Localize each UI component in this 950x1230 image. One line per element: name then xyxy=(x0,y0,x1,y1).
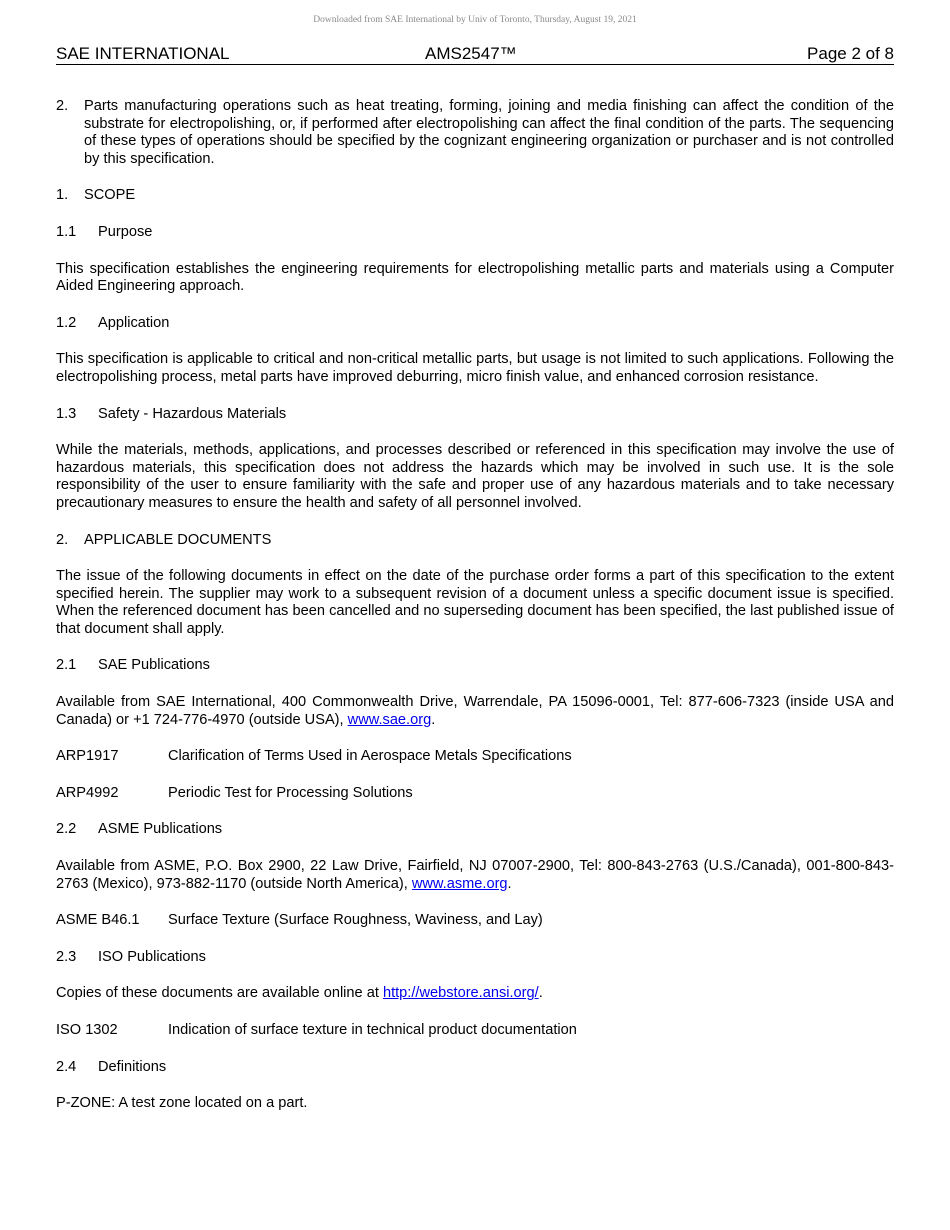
definition-paragraph: P-ZONE: A test zone located on a part. xyxy=(56,1095,308,1112)
subsection-1-3-heading xyxy=(56,406,894,424)
iso-availability-text: Copies of these documents are available online at xyxy=(56,985,383,1002)
period: . xyxy=(507,875,512,892)
reference-title: Periodic Test for Processing Solutions xyxy=(168,784,413,801)
subsection-title: SAE Publications xyxy=(98,657,210,674)
subsection-title: Purpose xyxy=(98,223,153,240)
subsection-2-1-heading xyxy=(56,657,894,675)
subsection-number: 1.2 xyxy=(56,314,77,331)
download-watermark: Downloaded from SAE International by Univ of Toronto, Thursday, August 19, 2021 xyxy=(313,15,637,25)
header-organization: SAE INTERNATIONAL xyxy=(56,44,230,63)
section-2-heading xyxy=(56,532,894,550)
subsection-title: Application xyxy=(98,314,170,331)
subsection-title: Safety - Hazardous Materials xyxy=(98,405,287,422)
subsection-number: 1.3 xyxy=(56,405,77,422)
subsection-title: Definitions xyxy=(98,1058,167,1075)
asme-availability-text: Available from ASME, P.O. Box 2900, 22 Law Drive, Fairfield, NJ 07007-2900, Tel: 800-843-2763 (U.S./Canada), 001-800-843-2763 (Mexico), 973-882-1170 (outside North America), xyxy=(56,858,894,892)
reference-code: ASME B46.1 xyxy=(56,912,140,929)
section-number: 1. xyxy=(56,187,69,204)
reference-row xyxy=(56,748,894,766)
section-1-heading xyxy=(56,187,894,205)
iso-availability-paragraph xyxy=(56,985,894,1003)
subsection-2-3-heading xyxy=(56,949,894,967)
note-text: Parts manufacturing operations such as heat treating, forming, joining and media finishing can affect the condition of the substrate for electropolishing, or, if performed after electropolishing can affect the final condition of the parts. The sequencing of these types of operations should be specified by the cognizant engineering organization or purchaser and is not controlled by this specification. xyxy=(84,98,894,167)
section-title: SCOPE xyxy=(84,187,136,204)
reference-title: Clarification of Terms Used in Aerospace Metals Specifications xyxy=(168,748,572,765)
asme-website-link[interactable]: www.asme.org xyxy=(411,875,508,892)
sae-availability-paragraph xyxy=(56,694,894,729)
reference-title: Indication of surface texture in technical product documentation xyxy=(168,1022,577,1038)
subsection-title: ISO Publications xyxy=(98,948,206,965)
header-document-id: AMS2547™ xyxy=(425,44,517,63)
reference-code: ISO 1302 xyxy=(56,1022,118,1038)
document-body xyxy=(56,98,894,1132)
purpose-paragraph: This specification establishes the engineering requirements for electropolishing metallic parts and materials using a Computer Aided Engineering approach. xyxy=(56,260,894,295)
application-paragraph: This specification is applicable to critical and non-critical metallic parts, but usage is not limited to such applications. Following the electropolishing process, metal parts have improved deburring, micro finish value, and enhanced corrosion resistance. xyxy=(56,351,894,385)
period: . xyxy=(431,711,436,728)
period: . xyxy=(538,985,543,1002)
reference-code: ARP1917 xyxy=(56,748,119,765)
header-page-number: Page 2 of 8 xyxy=(807,44,894,63)
subsection-number: 2.2 xyxy=(56,821,77,838)
safety-paragraph: While the materials, methods, applications, and processes described or referenced in this specification may involve the use of hazardous materials, this specification does not address the hazards which may be involved in such use. It is the sole responsibility of the user to ensure familiarity with the safe and proper use of any hazardous materials and to take necessary precautionary measures to ensure the health and safety of all personnel involved. xyxy=(56,442,894,511)
note-number: 2. xyxy=(56,98,69,114)
sae-website-link[interactable]: www.sae.org xyxy=(347,711,432,728)
ansi-webstore-link[interactable]: http://webstore.ansi.org/ xyxy=(382,985,539,1002)
subsection-2-4-heading xyxy=(56,1059,894,1077)
section-title: APPLICABLE DOCUMENTS xyxy=(84,531,272,548)
applicable-documents-paragraph: The issue of the following documents in effect on the date of the purchase order forms a part of this specification to the extent specified herein. The supplier may work to a subsequent revision of a document unless a specific document issue is specified. When the referenced document has been cancelled and no superseding document has been specified, the last published issue of that document shall apply. xyxy=(56,568,894,637)
subsection-number: 2.3 xyxy=(56,948,77,965)
subsection-title: ASME Publications xyxy=(98,821,223,838)
asme-availability-paragraph xyxy=(56,858,894,893)
section-number: 2. xyxy=(56,531,69,548)
note-item xyxy=(56,98,894,168)
subsection-number: 1.1 xyxy=(56,223,77,240)
reference-code: ARP4992 xyxy=(56,784,119,801)
reference-row xyxy=(56,912,894,930)
reference-title: Surface Texture (Surface Roughness, Waviness, and Lay) xyxy=(168,912,543,929)
subsection-2-2-heading xyxy=(56,821,894,839)
reference-row xyxy=(56,785,894,803)
page-header xyxy=(56,44,894,65)
subsection-1-2-heading xyxy=(56,315,894,333)
reference-row xyxy=(56,1022,894,1040)
sae-availability-text: Available from SAE International, 400 Commonwealth Drive, Warrendale, PA 15096-0001, Tel: 877-606-7323 (inside USA and Canada) or +1 724-776-4970 (outside USA), xyxy=(56,694,894,728)
subsection-number: 2.4 xyxy=(56,1058,77,1075)
subsection-1-1-heading xyxy=(56,224,894,242)
subsection-number: 2.1 xyxy=(56,657,77,674)
